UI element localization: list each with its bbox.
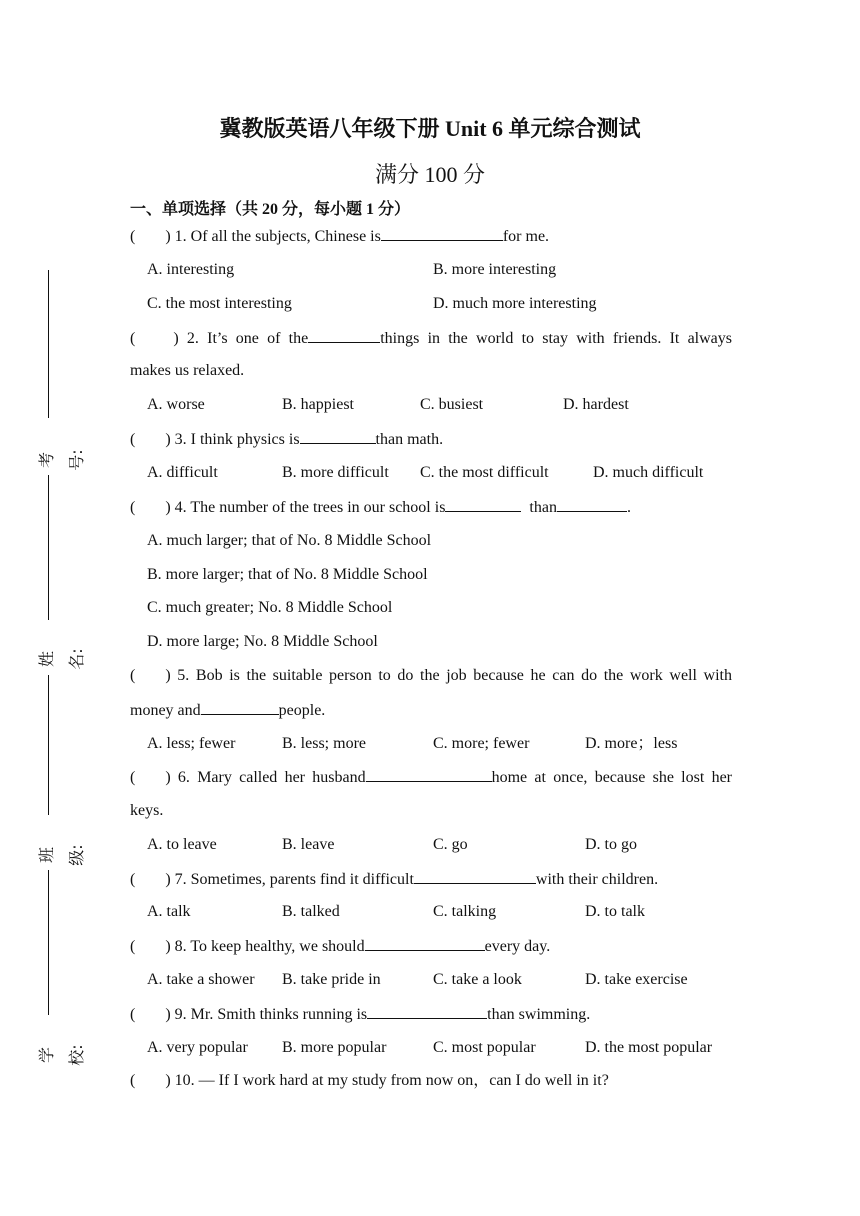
- question-5-stem-cont: money and people.: [130, 702, 326, 719]
- option: A. much larger; that of No. 8 Middle School: [147, 532, 432, 549]
- option: C. much greater; No. 8 Middle School: [147, 599, 393, 616]
- question-1-stem: ( ) 1. Of all the subjects, Chinese is for me.: [130, 228, 550, 245]
- option: C. go: [433, 836, 468, 853]
- answer-blank: [557, 497, 627, 512]
- section-heading: 一、单项选择（共 20 分，每小题 1 分）: [130, 201, 411, 218]
- question-6-stem-cont: keys.: [130, 802, 164, 819]
- answer-blank: [201, 700, 279, 715]
- binding-line: [48, 675, 49, 815]
- option: A. worse: [147, 396, 205, 413]
- option: B. talked: [282, 903, 340, 920]
- binding-line: [48, 270, 49, 418]
- option: C. busiest: [420, 396, 484, 413]
- question-6-stem: ( ) 6. Mary called her husband home at once, because she lost her: [130, 769, 732, 786]
- option: D. much difficult: [593, 464, 704, 481]
- answer-blank: [367, 1004, 487, 1019]
- question-10-stem: ( ) 10. — If I work hard at my study from now on，can I do well in it?: [130, 1072, 609, 1089]
- option: D. hardest: [563, 396, 629, 413]
- option: B. more larger; that of No. 8 Middle School: [147, 566, 428, 583]
- option: C. more; fewer: [433, 735, 530, 752]
- option: B. more interesting: [433, 261, 557, 278]
- binding-label-name: 姓名:: [37, 648, 86, 670]
- option: A. very popular: [147, 1039, 248, 1056]
- option: A. less; fewer: [147, 735, 236, 752]
- question-5-stem: ( ) 5. Bob is the suitable person to do the job because he can do the work well with: [130, 667, 732, 684]
- option: A. difficult: [147, 464, 218, 481]
- document-title: 冀教版英语八年级下册 Unit 6 单元综合测试: [219, 116, 641, 141]
- option: C. the most difficult: [420, 464, 549, 481]
- option: B. less; more: [282, 735, 366, 752]
- question-2-stem: ( ) 2. It’s one of the things in the world to stay with friends. It always: [130, 330, 733, 347]
- option: B. take pride in: [282, 971, 381, 988]
- binding-label-class: 班级:: [37, 844, 86, 866]
- answer-blank: [366, 767, 492, 782]
- option: A. take a shower: [147, 971, 255, 988]
- option: D. the most popular: [585, 1039, 713, 1056]
- option: B. more popular: [282, 1039, 387, 1056]
- question-2-stem-cont: makes us relaxed.: [130, 362, 245, 379]
- answer-blank: [308, 328, 380, 343]
- option: C. most popular: [433, 1039, 536, 1056]
- answer-blank: [414, 869, 536, 884]
- binding-label-exam-number: 考号:: [37, 449, 86, 471]
- question-8-stem: ( ) 8. To keep healthy, we should every day.: [130, 938, 551, 955]
- option: C. the most interesting: [147, 295, 292, 312]
- option: D. much more interesting: [433, 295, 597, 312]
- binding-label-school: 学校:: [37, 1044, 86, 1066]
- option: B. happiest: [282, 396, 354, 413]
- option: B. leave: [282, 836, 335, 853]
- option: A. talk: [147, 903, 191, 920]
- option: C. take a look: [433, 971, 522, 988]
- option: D. take exercise: [585, 971, 688, 988]
- option: A. interesting: [147, 261, 235, 278]
- answer-blank: [381, 226, 503, 241]
- option: D. to talk: [585, 903, 645, 920]
- answer-blank: [445, 497, 521, 512]
- binding-line: [48, 475, 49, 620]
- question-7-stem: ( ) 7. Sometimes, parents find it difficult with their children.: [130, 871, 659, 888]
- question-4-stem: ( ) 4. The number of the trees in our school is than .: [130, 499, 631, 516]
- option: A. to leave: [147, 836, 217, 853]
- binding-line: [48, 870, 49, 1015]
- option: D. to go: [585, 836, 637, 853]
- option: C. talking: [433, 903, 497, 920]
- question-3-stem: ( ) 3. I think physics is than math.: [130, 431, 444, 448]
- option: D. more large; No. 8 Middle School: [147, 633, 378, 650]
- document-subtitle: 满分 100 分: [374, 162, 485, 187]
- answer-blank: [300, 429, 376, 444]
- option: B. more difficult: [282, 464, 389, 481]
- question-9-stem: ( ) 9. Mr. Smith thinks running is than swimming.: [130, 1006, 591, 1023]
- option: D. more；less: [585, 735, 678, 752]
- answer-blank: [365, 936, 485, 951]
